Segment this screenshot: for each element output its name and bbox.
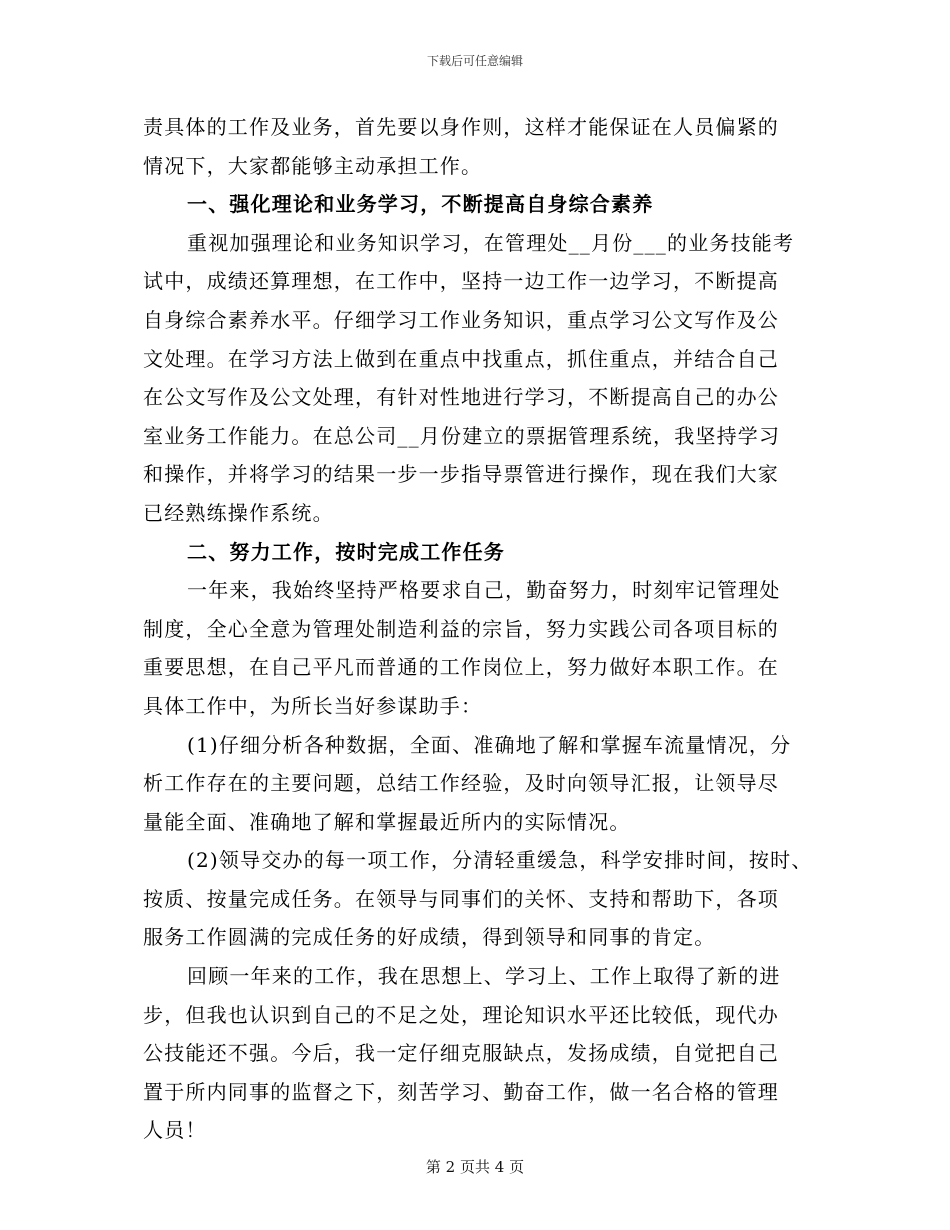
text-line: 情况下，大家都能够主动承担工作。 xyxy=(143,153,483,178)
text-line: 自身综合素养水平。仔细学习工作业务知识，重点学习公文写作及公 xyxy=(143,307,779,332)
section-heading: 二、努力工作，按时完成工作任务 xyxy=(187,539,505,564)
section-heading: 一、强化理论和业务学习，不断提高自身综合素养 xyxy=(187,192,654,217)
page-header: 下载后可任意编辑 xyxy=(426,54,523,68)
text-line: (2)领导交办的每一项工作，分清轻重缓急，科学安排时间，按时、 xyxy=(187,848,813,873)
text-line: 服务工作圆满的完成任务的好成绩，得到领导和同事的肯定。 xyxy=(143,925,716,950)
text-line: 室业务工作能力。在总公司__月份建立的票据管理系统，我坚持学习 xyxy=(143,423,781,448)
text-line: 析工作存在的主要问题，总结工作经验，及时向领导汇报，让领导尽 xyxy=(143,771,779,796)
page-number-footer: 第 2 页共 4 页 xyxy=(425,1158,525,1176)
text-line: 步，但我也认识到自己的不足之处，理论知识水平还比较低，现代办 xyxy=(143,1002,779,1027)
text-line: 制度，全心全意为管理处制造利益的宗旨，努力实践公司各项目标的 xyxy=(143,616,779,641)
text-line: (1)仔细分析各种数据，全面、准确地了解和掌握车流量情况，分 xyxy=(187,732,792,757)
text-line: 文处理。在学习方法上做到在重点中找重点，抓住重点，并结合自己 xyxy=(143,346,779,371)
text-line: 一年来，我始终坚持严格要求自己，勤奋努力，时刻牢记管理处 xyxy=(187,578,781,603)
text-line: 责具体的工作及业务，首先要以身作则，这样才能保证在人员偏紧的 xyxy=(143,115,779,139)
text-line: 具体工作中，为所长当好参谋助手： xyxy=(143,693,483,718)
text-line: 和操作，并将学习的结果一步一步指导票管进行操作，现在我们大家 xyxy=(143,462,779,487)
text-line: 试中，成绩还算理想，在工作中，坚持一边工作一边学习，不断提高 xyxy=(143,269,779,294)
text-line: 按质、按量完成任务。在领导与同事们的关怀、支持和帮助下，各项 xyxy=(143,886,779,911)
text-line: 在公文写作及公文处理，有针对性地进行学习，不断提高自己的办公 xyxy=(143,385,779,410)
document-body xyxy=(143,108,813,1150)
text-line: 量能全面、准确地了解和掌握最近所内的实际情况。 xyxy=(143,809,631,834)
text-line: 人员！ xyxy=(143,1118,207,1143)
text-line: 重要思想，在自己平凡而普通的工作岗位上，努力做好本职工作。在 xyxy=(143,655,779,680)
text-line: 公技能还不强。今后，我一定仔细克服缺点，发扬成绩，自觉把自己 xyxy=(143,1041,779,1066)
text-line: 回顾一年来的工作，我在思想上、学习上、工作上取得了新的进 xyxy=(187,964,781,989)
text-line: 已经熟练操作系统。 xyxy=(143,500,334,525)
text-line: 置于所内同事的监督之下，刻苦学习、勤奋工作，做一名合格的管理 xyxy=(143,1079,779,1104)
text-line: 重视加强理论和业务知识学习，在管理处__月份___的业务技能考 xyxy=(187,230,795,255)
